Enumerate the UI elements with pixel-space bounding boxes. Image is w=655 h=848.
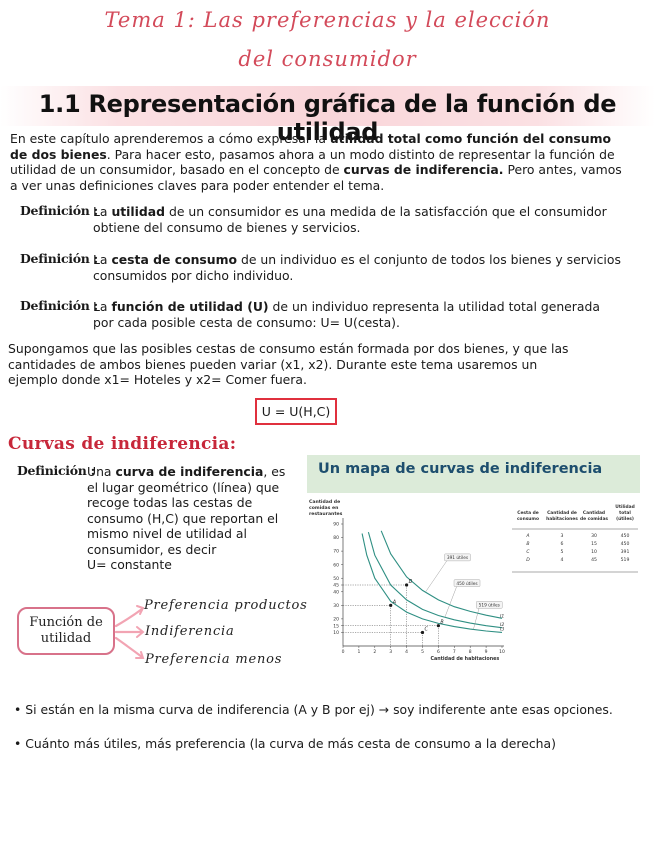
x-tick-label: 4 <box>405 650 409 655</box>
x-tick-label: 0 <box>341 650 345 655</box>
table-cell: 6 <box>560 542 564 547</box>
y-tick-label: 45 <box>333 583 339 589</box>
concept-box-line2: utilidad <box>40 631 92 646</box>
curve-name-label: I3 <box>500 627 505 633</box>
point-label: A <box>392 600 396 606</box>
curve-utility-label: 391 útiles <box>446 556 469 562</box>
definition-label: Definición : <box>17 463 95 478</box>
table-cell: 450 <box>620 534 630 539</box>
callout-leader <box>426 560 448 592</box>
table-cell: 15 <box>591 542 597 547</box>
x-tick-label: 9 <box>484 650 488 655</box>
y-tick-label: 70 <box>333 549 339 555</box>
x-tick-label: 1 <box>357 650 361 655</box>
example-paragraph: Supongamos que las posibles cestas de consumo están formada por dos bienes, y que las cantidades de ambos bienes pueden variar (x1, x2). Durante este tema usaremos un ejemplo donde x1= Hoteles y x2= Comer fuera. <box>8 341 569 387</box>
y-axis-label: Cantidad de <box>309 500 341 505</box>
indifference-chart <box>307 494 507 669</box>
table-cell: 519 <box>620 558 630 563</box>
utility-table <box>508 500 640 576</box>
point-label: C <box>424 627 428 633</box>
y-tick-label: 40 <box>333 590 339 596</box>
table-cell: 391 <box>620 550 630 555</box>
table-cell: 5 <box>560 550 564 555</box>
concept-preferencia-productos: Preferencia productos <box>144 598 308 613</box>
curve-name-label: I2 <box>500 623 505 629</box>
y-tick-label: 15 <box>333 624 339 630</box>
table-cell: 30 <box>591 534 597 539</box>
table-cell: 450 <box>620 542 630 547</box>
table-header-text: Cantidad de <box>547 511 577 516</box>
table-header-text: consumo <box>516 517 540 522</box>
y-axis-label: comidas en <box>309 506 339 511</box>
table-cell: 45 <box>591 558 597 563</box>
table-cell: 4 <box>560 558 564 563</box>
x-tick-label: 6 <box>436 650 440 655</box>
concept-arrows <box>112 598 148 666</box>
section-title: 1.1 Representación gráfica de la función de utilidad <box>38 90 617 146</box>
table-header-text: Utilidad <box>615 505 635 510</box>
concept-box-line1: Función de <box>29 615 103 630</box>
table-cell: B <box>526 542 530 547</box>
table-header-text: (útiles) <box>616 517 634 522</box>
y-tick-label: 30 <box>333 603 339 609</box>
bullet-misma-curva: • Si están en la misma curva de indiferencia (A y B por ej) → soy indiferente ante esas opciones. <box>14 702 613 717</box>
x-tick-label: 8 <box>468 650 472 655</box>
figure-title: Un mapa de curvas de indiferencia <box>318 461 603 477</box>
definition-label: Definición : <box>20 298 98 313</box>
table-header-text: total <box>619 511 631 516</box>
concept-preferencia-menos: Preferencia menos <box>145 652 283 667</box>
table-header-text: habitaciones <box>546 517 578 522</box>
y-tick-label: 20 <box>333 617 339 623</box>
table-header-text: Cesta de <box>517 511 539 516</box>
table-cell: A <box>526 534 530 539</box>
x-tick-label: 10 <box>499 650 505 655</box>
callout-leader <box>473 607 479 629</box>
concept-box-funcion-utilidad <box>17 607 115 655</box>
table-header-text: de comidas <box>579 517 609 522</box>
definition-utilidad: La utilidad de un consumidor es una medida de la satisfacción que el consumidor obtiene del consumo de bienes y servicios. <box>93 204 607 235</box>
definition-funcion: La función de utilidad (U) de un individuo representa la utilidad total generada por cada posible cesta de consumo: U= U(cesta). <box>93 299 600 330</box>
table-header-text: Cantidad <box>582 511 606 516</box>
y-tick-label: 60 <box>333 563 339 569</box>
arrow-down <box>116 638 142 657</box>
curve-name-label: I1 <box>500 614 505 620</box>
x-axis-label: Cantidad de habitaciones <box>430 657 500 662</box>
callout-leader <box>445 586 457 618</box>
definition-curva-indiferencia: Una curva de indiferencia, es el lugar geométrico (línea) que recoge todas las cestas de consumo (H,C) que reportan el mismo nivel de utilidad al consumidor, es decir U= constante <box>87 464 286 572</box>
x-tick-label: 5 <box>421 650 424 655</box>
point-label: B <box>440 620 444 626</box>
y-tick-label: 50 <box>333 576 339 582</box>
definition-label: Definición : <box>20 203 98 218</box>
definition-cesta: La cesta de consumo de un individuo es el conjunto de todos los bienes y servicios consumidos por dicho individuo. <box>93 252 621 283</box>
table-cell: 3 <box>560 534 564 539</box>
curve-utility-label: 519 útiles <box>478 603 500 609</box>
x-tick-label: 2 <box>373 650 377 655</box>
formula-box <box>255 398 337 425</box>
concept-indiferencia: Indiferencia <box>145 624 235 639</box>
point-label: D <box>408 580 413 585</box>
table-cell: 10 <box>591 550 597 555</box>
y-tick-label: 90 <box>333 522 339 528</box>
x-tick-label: 7 <box>452 650 456 655</box>
y-axis-label: restaurantes <box>309 512 343 517</box>
chapter-title-line2: del consumidor <box>238 47 417 71</box>
curve-utility-label: 450 útiles <box>456 581 478 587</box>
table-cell: C <box>526 550 530 555</box>
definition-label: Definición : <box>20 251 98 266</box>
chapter-title-line1: Tema 1: Las preferencias y la elección <box>104 8 551 32</box>
formula-text: U = U(H,C) <box>261 404 331 419</box>
bullet-mas-utiles: • Cuánto más útiles, más preferencia (la curva de más cesta de consumo a la derecha) <box>14 736 556 751</box>
x-tick-label: 3 <box>389 650 393 655</box>
y-tick-label: 10 <box>333 631 339 637</box>
intro-paragraph: En este capítulo aprenderemos a cómo expresar la utilidad total como función del consumo de dos bienes. Para hacer esto, pasamos ahora a un modo distinto de representar la función de utilidad de un consumidor, basado en el concepto de curvas de indiferencia. Pero antes, vamos a ver unas definiciones claves para poder entender el tema. <box>10 131 622 193</box>
curvas-heading: Curvas de indiferencia: <box>8 434 237 454</box>
y-tick-label: 80 <box>333 536 339 542</box>
table-cell: D <box>526 558 530 563</box>
arrow-up <box>116 609 142 626</box>
